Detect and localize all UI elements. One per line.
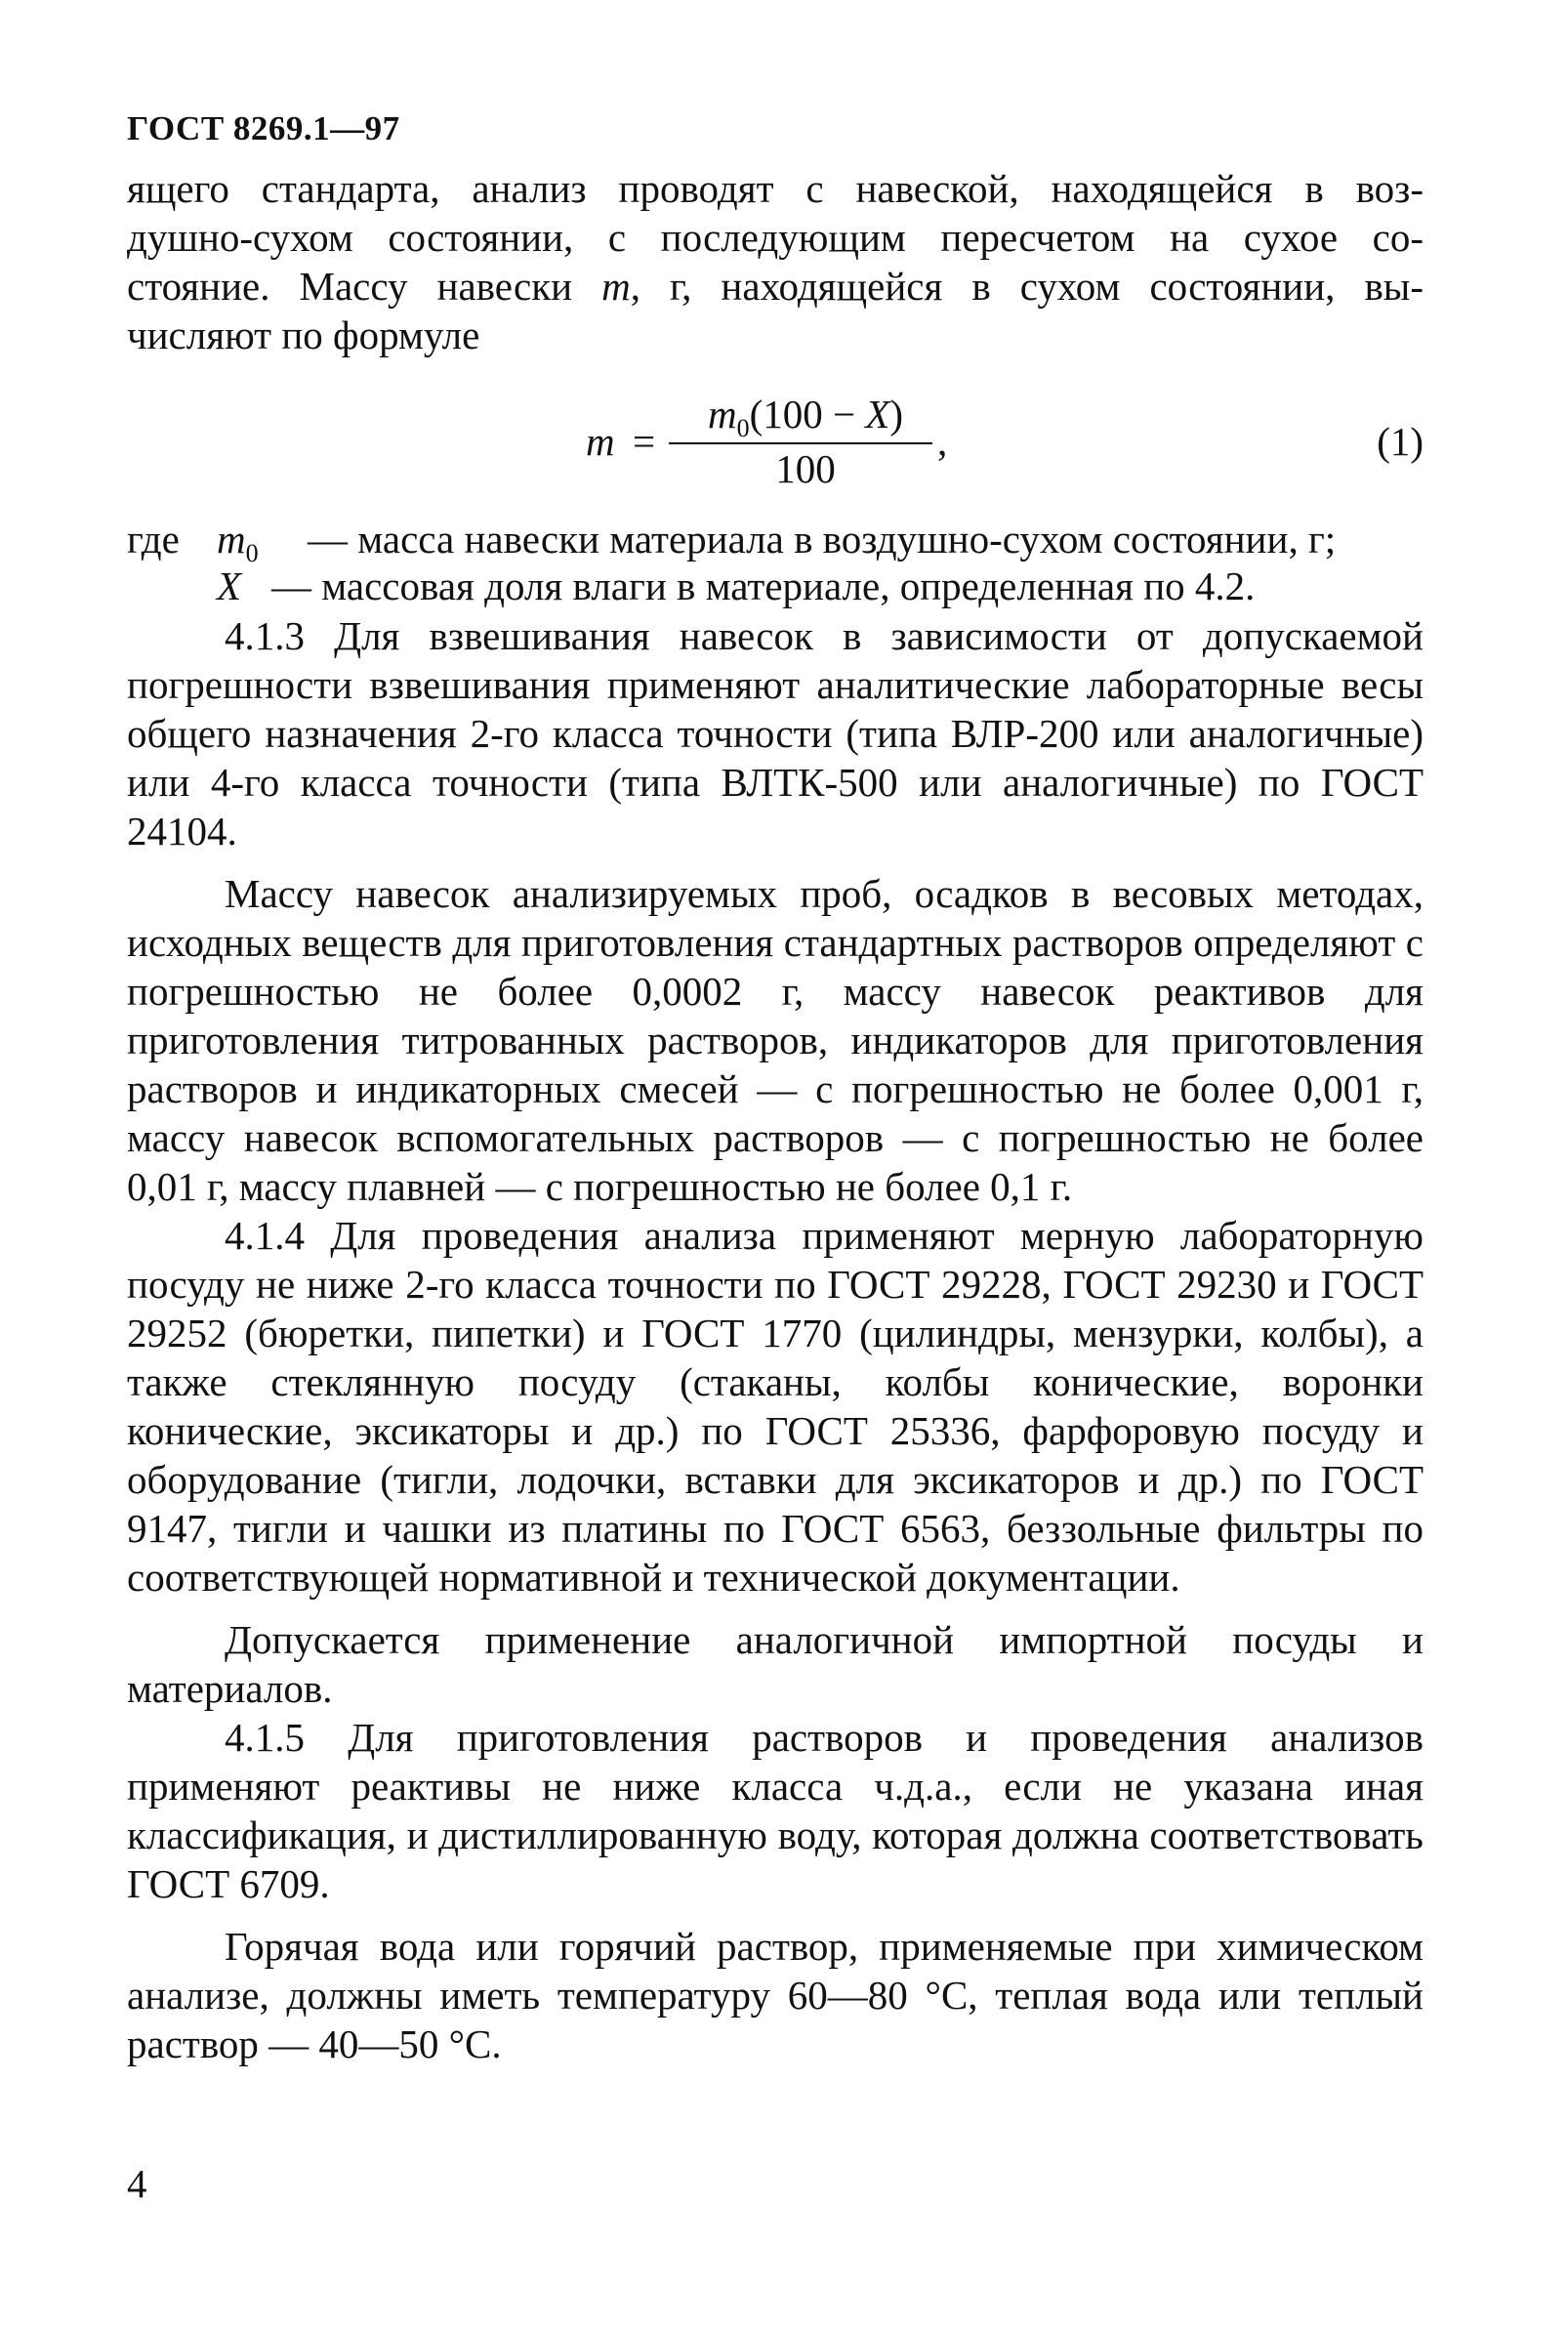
intro-paragraph bbox=[127, 164, 1424, 359]
paragraph-4-1-5: 4.1.5 Для приготовления растворов и проведения анализов применяют реактивы не ниже класса ч.д.а., если не указана иная классификация, и дистиллированную воду, которая должна соответствовать ГОСТ 6709. bbox=[127, 1715, 1424, 1906]
main-body bbox=[127, 611, 1424, 2068]
numerator-m: m bbox=[707, 392, 737, 437]
intro-mass-symbol: m bbox=[601, 264, 631, 309]
intro-line-3-a: стояние. Массу навески bbox=[127, 264, 602, 309]
formula-denominator: 100 bbox=[775, 446, 836, 491]
formula-comma: , bbox=[937, 419, 948, 464]
where-item bbox=[127, 516, 1424, 568]
document-code-header: ГОСТ 8269.1—97 bbox=[127, 109, 400, 147]
fraction-line bbox=[669, 442, 932, 444]
intro-line-3 bbox=[127, 262, 1424, 311]
paragraph-water-temperature: Горячая вода или горячий раствор, применяемые при химическом анализе, должны иметь температуру 60—80 °С, теплая вода или теплый раствор — 40—50 °С. bbox=[127, 1924, 1424, 2066]
where-item bbox=[127, 562, 1424, 609]
where-word: где bbox=[127, 517, 180, 562]
formula bbox=[586, 391, 1035, 498]
paragraph-4-1-3: 4.1.3 Для взвешивания навесок в зависимости от допускаемой погрешности взвешивания применяют аналитические лабораторные весы общего назначения 2-го класса точности (типа ВЛР-200 или аналогичные) или 4-го класса точности (типа ВЛТК-500 или аналогичные) по ГОСТ 24104. bbox=[127, 613, 1424, 854]
where-symbol: X bbox=[217, 563, 242, 608]
intro-line-3-b: , г, находящейся в сухом состоянии, вы- bbox=[630, 264, 1424, 309]
formula-numerator bbox=[688, 391, 923, 443]
numerator-close: ) bbox=[889, 392, 904, 437]
where-definition: — масса навески материала в воздушно-сухом состоянии, г; bbox=[308, 517, 1337, 562]
where-symbol: $m_0$ bbox=[217, 517, 259, 568]
formula-block bbox=[127, 391, 1424, 498]
numerator-x: X bbox=[865, 392, 890, 437]
paragraph-weighing-accuracy: Массу навесок анализируемых проб, осадков в весовых методах, исходных веществ для приготовления стандартных растворов определяют с погрешностью не более 0,0002 г, массу навесок реактивов для приготовления титрованных растворов, индикаторов для приготовления растворов и индикаторных смесей — с погрешностью не более 0,001 г, массу навесок вспомогательных растворов — с погрешностью не более 0,01 г, массу плавней — с погрешностью не более 0,1 г. bbox=[127, 871, 1424, 1209]
intro-line-1: ящего стандарта, анализ проводят с навеской, находящейся в воз- bbox=[127, 166, 1424, 211]
where-block bbox=[127, 516, 1424, 609]
intro-line-4: числяют по формуле bbox=[127, 312, 480, 357]
intro-line-2: душно-сухом состоянии, с последующим пересчетом на сухое со- bbox=[127, 215, 1424, 260]
page-number: 4 bbox=[127, 2161, 147, 2206]
paragraph-imported-ware: Допускается применение аналогичной импортной посуды и материалов. bbox=[127, 1617, 1424, 1711]
formula-equals: = bbox=[633, 419, 656, 464]
numerator-sub: 0 bbox=[736, 414, 750, 443]
numerator-rest: (100 − bbox=[749, 392, 866, 437]
where-definition: — массовая доля влаги в материале, определенная по 4.2. bbox=[271, 563, 1256, 608]
formula-lhs: m bbox=[586, 419, 615, 464]
formula-number: (1) bbox=[1377, 419, 1424, 464]
paragraph-4-1-4: 4.1.4 Для проведения анализа применяют мерную лабораторную посуду не ниже 2-го класса точности по ГОСТ 29228, ГОСТ 29230 и ГОСТ 29252 (бюретки, пипетки) и ГОСТ 1770 (цилиндры, мензурки, колбы), а также стеклянную посуду (стаканы, колбы конические, воронки конические, эксикаторы и др.) по ГОСТ 25336, фарфоровую посуду и оборудование (тигли, лодочки, вставки для эксикаторов и др.) по ГОСТ 9147, тигли и чашки из платины по ГОСТ 6563, беззольные фильтры по соответствующей нормативной и технической документации. bbox=[127, 1213, 1424, 1600]
